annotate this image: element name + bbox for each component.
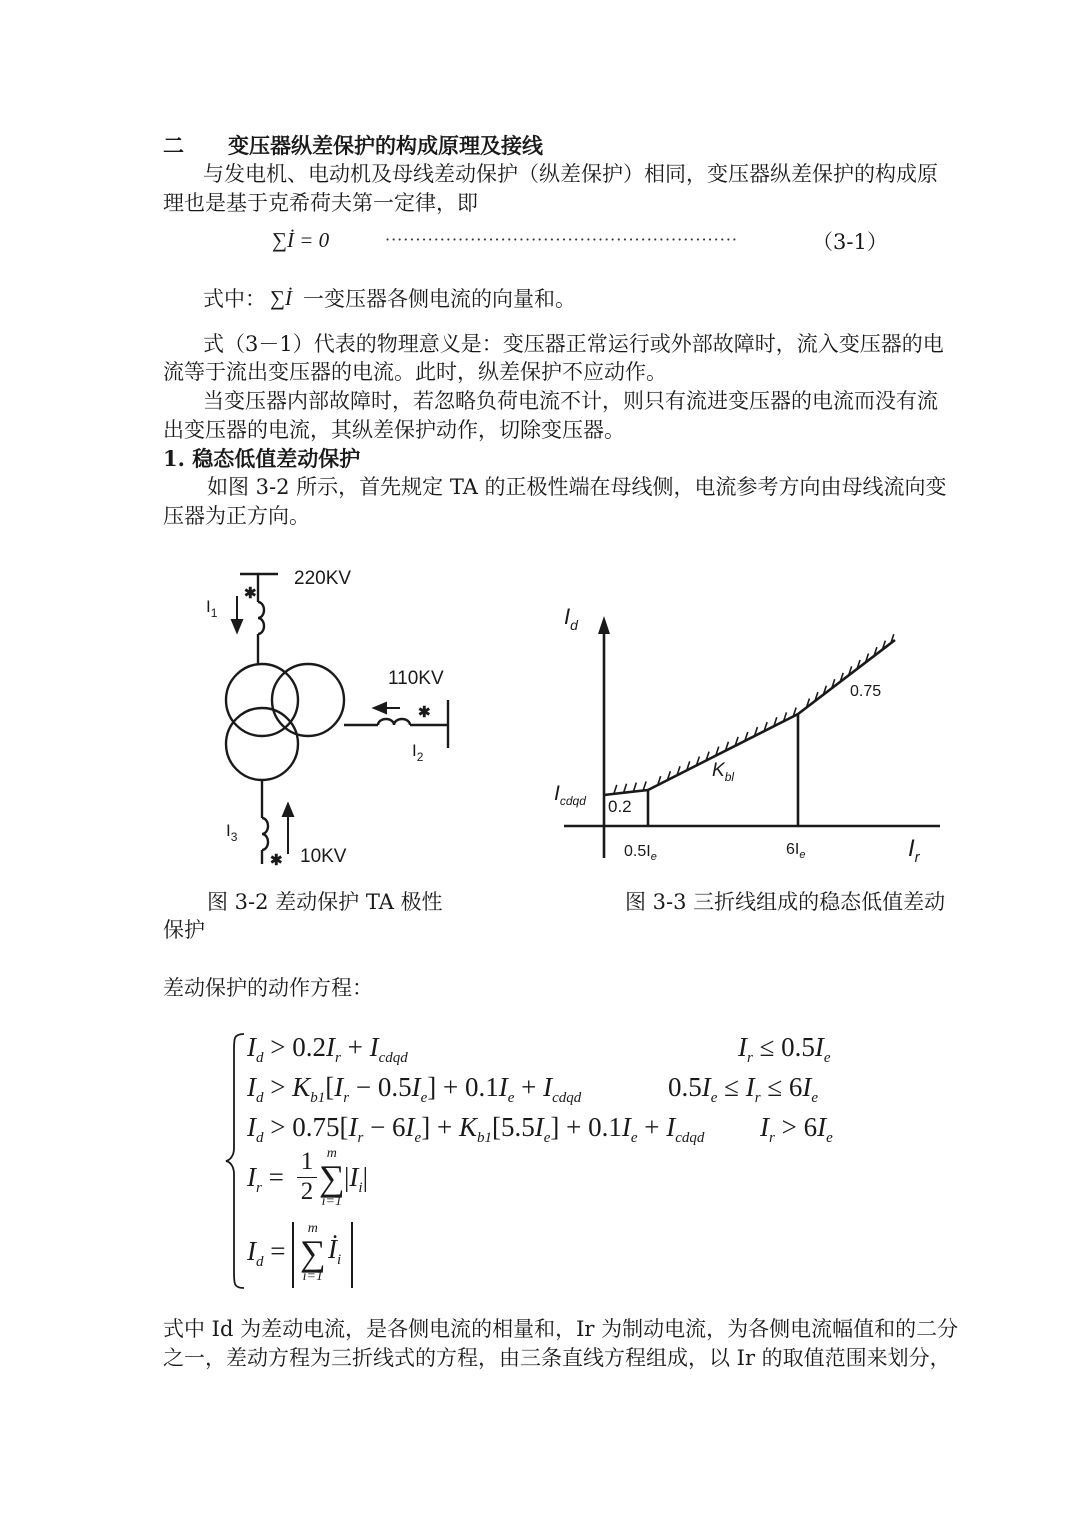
abs-bar-right xyxy=(351,1222,353,1288)
slope-0-75-label: 0.75 xyxy=(850,683,882,700)
label-i3: $I_3$ xyxy=(226,821,238,844)
equation-line-4-rhs: $|I_i|$ xyxy=(344,1162,368,1196)
brace xyxy=(224,1030,248,1292)
equation-3-1: ∑İ = 0 xyxy=(272,228,330,252)
intro-line-2: 理也是基于克希荷夫第一定律，即 xyxy=(163,191,478,215)
tick-6ie: $6I_e$ xyxy=(786,841,806,861)
equation-line-2: $I_d > K_{b1}[I_r - 0.5I_e] + 0.1I_e + I_{cdqd}$ xyxy=(247,1072,582,1106)
ct-coil-3 xyxy=(262,818,268,850)
ct-coil-2 xyxy=(378,719,410,725)
condition-line-2: $0.5I_e \le I_r \le 6I_e$ xyxy=(668,1072,819,1106)
polarity-mark-2: ✱ xyxy=(418,704,431,721)
icdqd-label: $I_{cdqd}$ xyxy=(554,782,586,808)
label-220kv: 220KV xyxy=(294,568,352,589)
label-10kv: 10KV xyxy=(300,846,347,867)
kbl-label: $K_{bl}$ xyxy=(712,760,735,784)
slope-0-2-label: 0.2 xyxy=(608,797,632,816)
where-symbol: ∑İ xyxy=(270,286,292,310)
equation-line-3: $I_d > 0.75[I_r - 6I_e] + K_{b1}[5.5I_e] + 0.1I_e + I_{cdqd}$ xyxy=(247,1112,705,1146)
para2-line-2: 流等于流出变压器的电流。此时，纵差保护不应动作。 xyxy=(163,360,667,384)
closing-line-2: 之一，差动方程为三折线式的方程，由三条直线方程组成，以 Ir 的取值范围来划分， xyxy=(163,1346,951,1370)
characteristic-line xyxy=(604,640,895,795)
fig32-caption-line-2: 保护 xyxy=(163,918,205,942)
winding-3 xyxy=(226,708,298,780)
tick-05ie: $0.5I_e$ xyxy=(624,843,657,863)
fig32-caption-line-1: 图 3-2 差动保护 TA 极性 xyxy=(207,890,443,914)
label-i1: $I_1$ xyxy=(206,597,218,620)
sum-5: m ∑ i=1 xyxy=(300,1221,326,1284)
condition-line-3: $I_r > 6I_e$ xyxy=(760,1112,833,1146)
para2-line-1: 式（3－1）代表的物理意义是：变压器正常运行或外部故障时，流入变压器的电 xyxy=(203,332,944,356)
polarity-mark-1: ✱ xyxy=(244,585,257,602)
polarity-mark-3: ✱ xyxy=(270,852,283,869)
y-axis-label: $I_d$ xyxy=(564,604,578,633)
section-title: 变压器纵差保护的构成原理及接线 xyxy=(228,133,543,158)
fraction-half: 1 2 xyxy=(297,1148,317,1206)
where-prefix: 式中： xyxy=(203,287,266,311)
para4-line-1: 如图 3-2 所示，首先规定 TA 的正极性端在母线侧，电流参考方向由母线流向变 xyxy=(207,475,947,499)
y-axis-arrow xyxy=(598,616,610,634)
sum-4: m ∑ i=1 xyxy=(319,1146,345,1209)
equation-line-1: $I_d > 0.2I_r + I_{cdqd}$ xyxy=(247,1032,408,1066)
equation-line-5-lhs: $I_d$ = xyxy=(247,1236,286,1270)
equation-line-5-rhs: $İ_i$ xyxy=(328,1234,342,1268)
hatching xyxy=(614,634,894,794)
winding-2 xyxy=(272,664,344,736)
x-axis-label: $I_r$ xyxy=(908,835,920,866)
equation-line-4-lhs: $I_r$ = xyxy=(247,1162,284,1196)
label-i2: $I_2$ xyxy=(412,741,424,764)
equation-leader: ·························································· xyxy=(385,230,738,249)
where-text: 一变压器各侧电流的向量和。 xyxy=(303,287,576,311)
abs-bar-left xyxy=(292,1222,294,1288)
arrow-i1 xyxy=(232,620,242,632)
figure-3-2 xyxy=(160,560,500,880)
para3-line-2: 出变压器的电流，其纵差保护动作，切除变压器。 xyxy=(163,418,625,442)
closing-line-1: 式中 Id 为差动电流，是各侧电流的相量和，Ir 为制动电流，为各侧电流幅值和的二分 xyxy=(163,1317,959,1341)
equation-label: （3-1） xyxy=(812,230,888,254)
para3-line-1: 当变压器内部故障时，若忽略负荷电流不计，则只有流进变压器的电流而没有流 xyxy=(203,389,938,413)
label-110kv: 110KV xyxy=(388,668,444,689)
winding-1 xyxy=(226,664,298,736)
figure-3-3 xyxy=(540,590,960,880)
subsection-title: 1. 稳态低值差动保护 xyxy=(163,446,361,471)
section-number: 二 xyxy=(163,133,184,158)
arrow-i3 xyxy=(283,804,293,816)
arrow-i2 xyxy=(374,703,386,713)
action-eq-intro: 差动保护的动作方程： xyxy=(163,976,373,1000)
intro-line-1: 与发电机、电动机及母线差动保护（纵差保护）相同，变压器纵差保护的构成原 xyxy=(203,162,938,186)
fig33-caption: 图 3-3 三折线组成的稳态低值差动 xyxy=(625,890,946,914)
para4-line-2: 压器为正方向。 xyxy=(163,504,310,528)
ct-coil-1 xyxy=(258,602,264,634)
condition-line-1: $I_r \le 0.5I_e$ xyxy=(738,1032,831,1066)
